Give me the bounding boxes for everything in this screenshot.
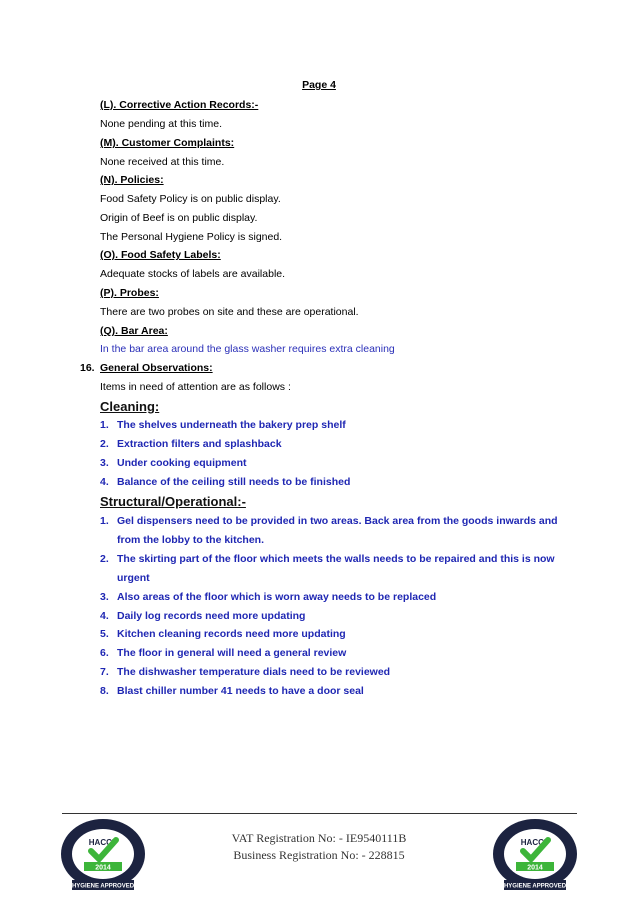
svg-text:HYGIENE APPROVED: HYGIENE APPROVED — [503, 883, 567, 890]
probes-heading: (P). Probes: — [100, 287, 159, 299]
list-item: Gel dispensers need to be provided in two areas. Back area from the goods inwards and — [117, 515, 558, 527]
list-item: Extraction filters and splashback — [117, 438, 282, 450]
list-item: The dishwasher temperature dials need to be reviewed — [117, 666, 391, 678]
list-item: The shelves underneath the bakery prep shelf — [117, 419, 346, 431]
policies-text-2: Origin of Beef is on public display. — [100, 212, 258, 224]
list-item: The skirting part of the floor which meets the walls needs to be repaired and this is now — [117, 553, 555, 565]
vat-registration: VAT Registration No: - IE9540111B — [231, 831, 407, 845]
list-item-number: 1. — [100, 419, 109, 431]
structural-heading: Structural/Operational:- — [100, 494, 246, 509]
list-item: Daily log records need more updating — [117, 610, 306, 622]
observations-intro: Items in need of attention are as follows : — [100, 381, 291, 393]
list-item: The floor in general will need a general review — [117, 647, 347, 659]
svg-text:HYGIENE APPROVED: HYGIENE APPROVED — [71, 883, 135, 890]
list-item-continued: urgent — [117, 572, 150, 584]
list-item-number: 3. — [100, 591, 109, 603]
svg-text:2014: 2014 — [527, 864, 543, 872]
list-item-number: 4. — [100, 476, 109, 488]
list-item-number: 2. — [100, 553, 109, 565]
cleaning-heading: Cleaning: — [100, 399, 160, 414]
footer-divider — [62, 813, 577, 814]
list-item-number: 6. — [100, 647, 109, 659]
svg-text:HACCP: HACCP — [88, 838, 118, 847]
list-item-number: 7. — [100, 666, 109, 678]
bar-area-heading: (Q). Bar Area: — [100, 325, 168, 337]
list-item-number: 2. — [100, 438, 109, 450]
policies-text-3: The Personal Hygiene Policy is signed. — [100, 231, 283, 243]
food-safety-labels-heading: (O). Food Safety Labels: — [100, 249, 221, 261]
list-item: Blast chiller number 41 needs to have a door seal — [117, 685, 364, 697]
svg-text:HACCP: HACCP — [520, 838, 550, 847]
probes-text: There are two probes on site and these are operational. — [100, 306, 359, 318]
list-item-number: 4. — [100, 610, 109, 622]
list-item-number: 5. — [100, 628, 109, 640]
list-item-number: 8. — [100, 685, 109, 697]
business-registration: Business Registration No: - 228815 — [233, 848, 405, 862]
general-observations-heading: General Observations: — [100, 362, 213, 374]
page-number: Page 4 — [302, 79, 336, 91]
observations-number: 16. — [80, 362, 95, 374]
corrective-action-text: None pending at this time. — [100, 118, 222, 130]
customer-complaints-heading: (M). Customer Complaints: — [100, 137, 235, 149]
list-item-number: 3. — [100, 457, 109, 469]
list-item: Balance of the ceiling still needs to be finished — [117, 476, 351, 488]
list-item-continued: from the lobby to the kitchen. — [117, 534, 265, 546]
haccp-seal-left-icon — [58, 818, 148, 893]
customer-complaints-text: None received at this time. — [100, 156, 225, 168]
haccp-seal-right-icon — [490, 818, 580, 893]
bar-area-text: In the bar area around the glass washer requires extra cleaning — [100, 343, 395, 355]
list-item: Also areas of the floor which is worn away needs to be replaced — [117, 591, 437, 603]
list-item: Kitchen cleaning records need more updating — [117, 628, 346, 640]
list-item: Under cooking equipment — [117, 457, 247, 469]
policies-text-1: Food Safety Policy is on public display. — [100, 193, 281, 205]
policies-heading: (N). Policies: — [100, 174, 164, 186]
svg-text:2014: 2014 — [95, 864, 111, 872]
food-safety-labels-text: Adequate stocks of labels are available. — [100, 268, 286, 280]
corrective-action-heading: (L). Corrective Action Records:- — [100, 99, 259, 111]
list-item-number: 1. — [100, 515, 109, 527]
